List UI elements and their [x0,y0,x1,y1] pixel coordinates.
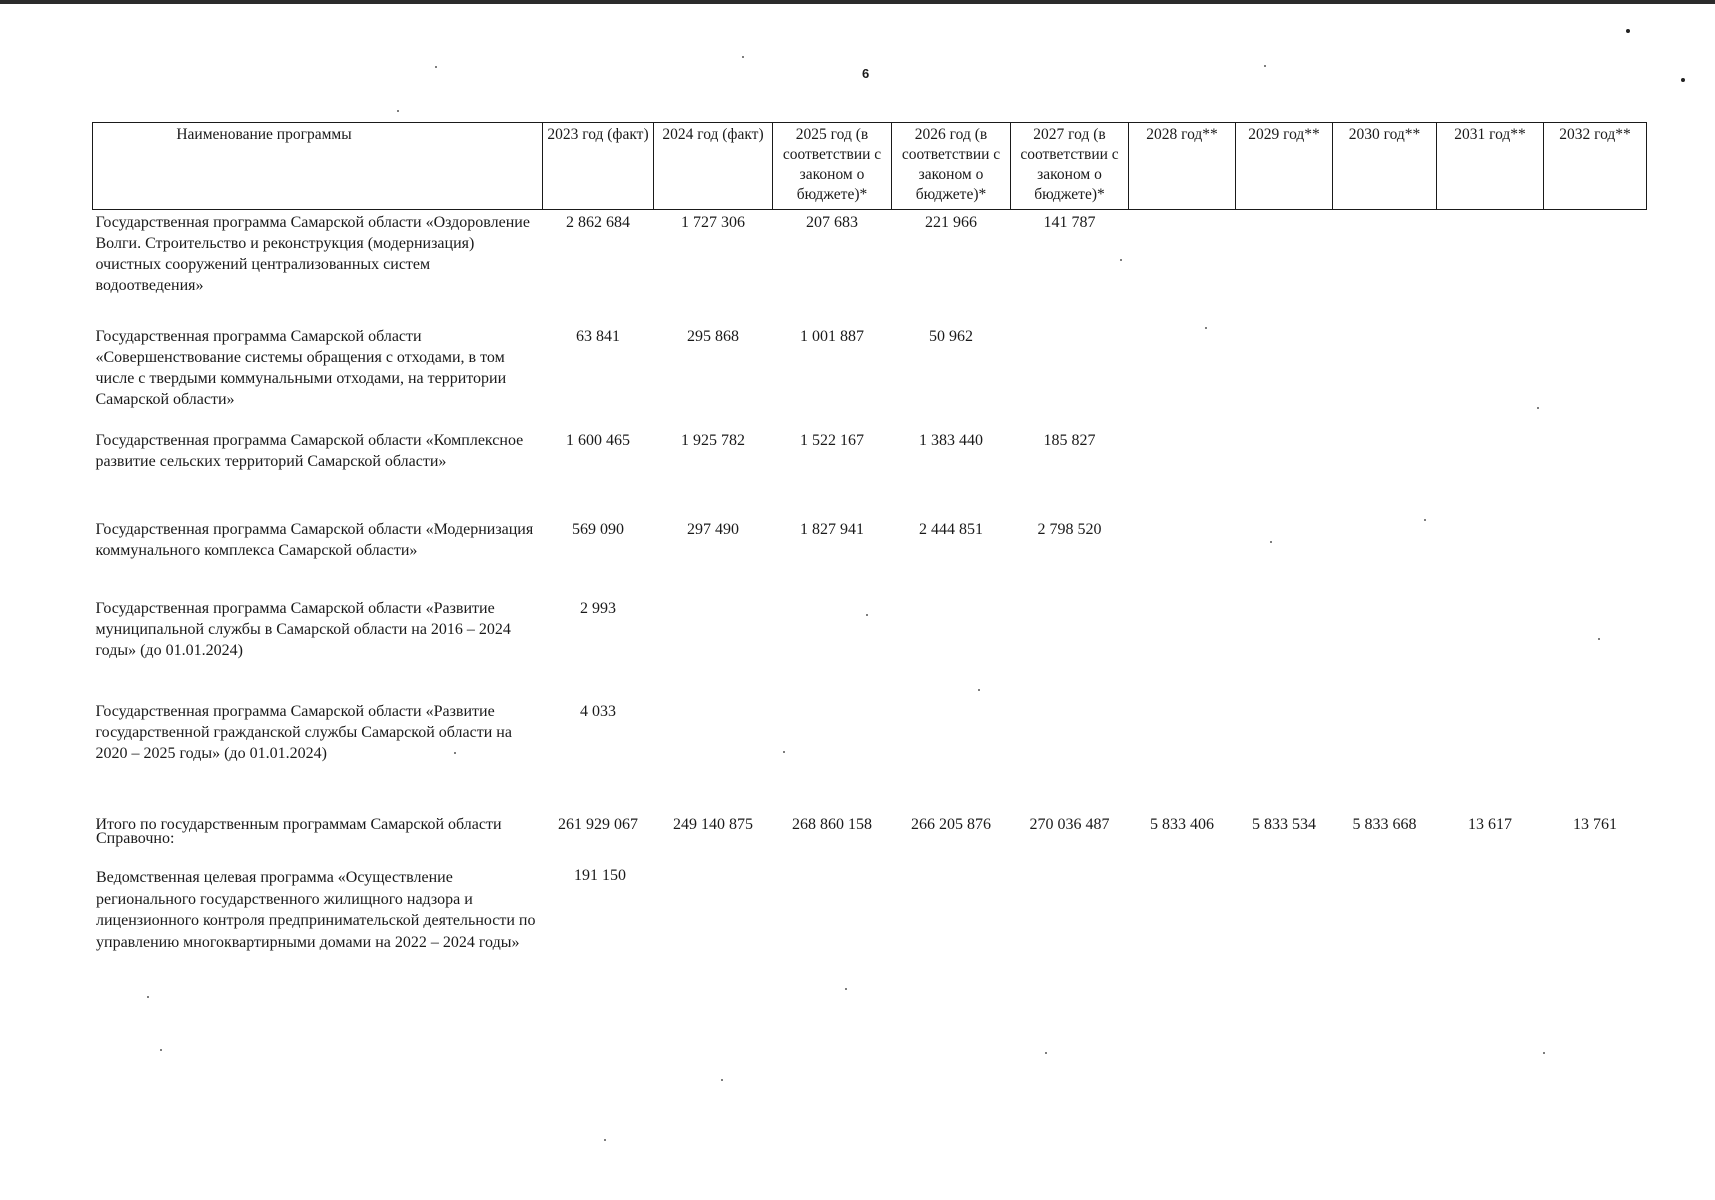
value-cell [1544,424,1647,513]
scan-speck [742,56,744,58]
value-cell [1333,592,1437,697]
value-cell: 1 925 782 [681,432,745,449]
value-cell: 2 862 684 [566,214,630,231]
total-value-cell: 270 036 487 [1029,816,1110,833]
value-cell [892,697,1011,810]
value-cell [1544,210,1647,321]
program-name-cell: Государственная программа Самарской области «Совершенствование системы обращения с отходами, в том числе с твердыми коммунальными отходами, на территории Самарской области» [95,328,507,408]
value-cell: 50 962 [929,328,973,345]
value-cell: 1 600 465 [566,432,630,449]
program-name-cell: Государственная программа Самарской области «Модернизация коммунального комплекса Самарской области» [95,521,534,559]
value-cell: 141 787 [1043,214,1096,231]
value-cell: 185 827 [1043,432,1096,449]
value-cell [773,697,892,810]
value-cell [1437,424,1544,513]
value-cell: 2 798 520 [1037,521,1102,538]
program-name-cell: Государственная программа Самарской области «Комплексное развитие сельских территорий Самарской области» [95,432,524,470]
value-cell [1236,592,1333,697]
scan-speck [721,1079,723,1081]
scan-speck [160,1049,162,1051]
total-value-cell: 5 833 668 [1352,816,1417,833]
table-row [93,210,1647,321]
value-cell [1544,513,1647,592]
value-cell [1437,513,1544,592]
value-cell [1129,697,1236,810]
value-cell [1236,210,1333,321]
total-value-cell: 5 833 406 [1150,816,1214,833]
column-header-2031: 2031 год** [1437,123,1544,210]
value-cell [1011,320,1129,424]
value-cell [1333,697,1437,810]
value-cell: 1 383 440 [919,432,983,449]
column-header-2023: 2023 год (факт) [543,123,654,210]
value-cell [1129,424,1236,513]
column-header-2029: 2029 год** [1236,123,1333,210]
value-cell [1544,697,1647,810]
value-cell [1011,697,1129,810]
program-name-cell: Государственная программа Самарской области «Оздоровление Волги. Строительство и реконструкция (модернизация) очистных сооружений централизованных систем водоотведения» [95,214,530,294]
value-cell [892,592,1011,697]
scan-speck [1681,78,1685,82]
value-cell: 2 993 [580,600,616,617]
table-header-row [93,123,1647,210]
value-cell: 1 001 887 [800,328,864,345]
value-cell [1544,592,1647,697]
scan-speck [435,66,437,68]
value-cell [1129,513,1236,592]
total-value-cell: 268 860 158 [792,816,872,833]
value-cell: 295 868 [687,328,739,345]
value-cell [1129,592,1236,697]
table-row [93,320,1647,424]
value-cell [1437,592,1544,697]
value-cell [1011,592,1129,697]
column-header-program-name: Наименование программы [93,123,543,210]
value-cell: 1 522 167 [800,432,864,449]
value-cell: 63 841 [576,328,620,345]
column-header-2028: 2028 год** [1129,123,1236,210]
value-cell: 221 966 [925,214,977,231]
value-cell [773,592,892,697]
value-cell [1333,320,1437,424]
value-cell: 569 090 [572,521,624,538]
table-row [93,592,1647,697]
value-cell: 4 033 [580,703,616,720]
total-value-cell: 5 833 534 [1252,816,1316,833]
table-row [93,513,1647,592]
value-cell [1236,424,1333,513]
table-row [93,424,1647,513]
scan-speck [1543,1052,1545,1054]
total-value-cell: 261 929 067 [558,816,638,833]
value-cell: 297 490 [687,521,739,538]
reference-program-value: 191 150 [574,867,626,884]
table-row [93,697,1647,810]
value-cell: 1 727 306 [681,214,745,231]
column-header-2026: 2026 год (в соответствии с законом о бюджете)* [892,123,1011,210]
value-cell [1129,210,1236,321]
top-border-line [0,0,1715,4]
value-cell [1236,320,1333,424]
budget-table [92,122,1647,855]
reference-label: Справочно: [96,830,175,847]
scan-speck [147,996,149,998]
scan-speck [397,110,399,112]
value-cell [1437,320,1544,424]
total-value-cell: 249 140 875 [673,816,753,833]
value-cell [1236,513,1333,592]
total-row [93,810,1647,855]
value-cell [1333,210,1437,321]
column-header-2024: 2024 год (факт) [654,123,773,210]
value-cell [1236,697,1333,810]
value-cell [654,697,773,810]
column-header-2032: 2032 год** [1544,123,1647,210]
value-cell: 207 683 [806,214,858,231]
column-header-2030: 2030 год** [1333,123,1437,210]
value-cell [1437,697,1544,810]
page-number: 6 [862,66,870,81]
value-cell: 1 827 941 [800,521,864,538]
value-cell: 2 444 851 [919,521,983,538]
value-cell [654,592,773,697]
scan-speck [1626,29,1630,33]
scan-speck [1264,65,1266,67]
total-value-cell: 13 761 [1573,816,1617,833]
scan-speck [604,1139,606,1141]
program-name-cell: Государственная программа Самарской области «Развитие муниципальной службы в Самарской области на 2016 – 2024 годы» (до 01.01.2024) [95,600,511,659]
total-label: Итого по государственным программам Самарской области [95,816,502,833]
value-cell [1333,513,1437,592]
total-value-cell: 13 617 [1468,816,1512,833]
value-cell [1437,210,1544,321]
total-value-cell: 266 205 876 [911,816,991,833]
column-header-2025: 2025 год (в соответствии с законом о бюджете)* [773,123,892,210]
scan-speck [845,988,847,990]
scan-speck [1045,1052,1047,1054]
value-cell [1333,424,1437,513]
reference-program-name: Ведомственная целевая программа «Осуществление регионального государственного жилищного надзора и лицензионного контроля предпринимательской деятельности по управлению многоквартирными домами на 2022 – 2024 годы» [96,869,536,951]
column-header-2027: 2027 год (в соответствии с законом о бюджете)* [1011,123,1129,210]
value-cell [1129,320,1236,424]
value-cell [1544,320,1647,424]
program-name-cell: Государственная программа Самарской области «Развитие государственной гражданской службы Самарской области на 2020 – 2025 годы» (до 01.01.2024) [95,703,512,762]
